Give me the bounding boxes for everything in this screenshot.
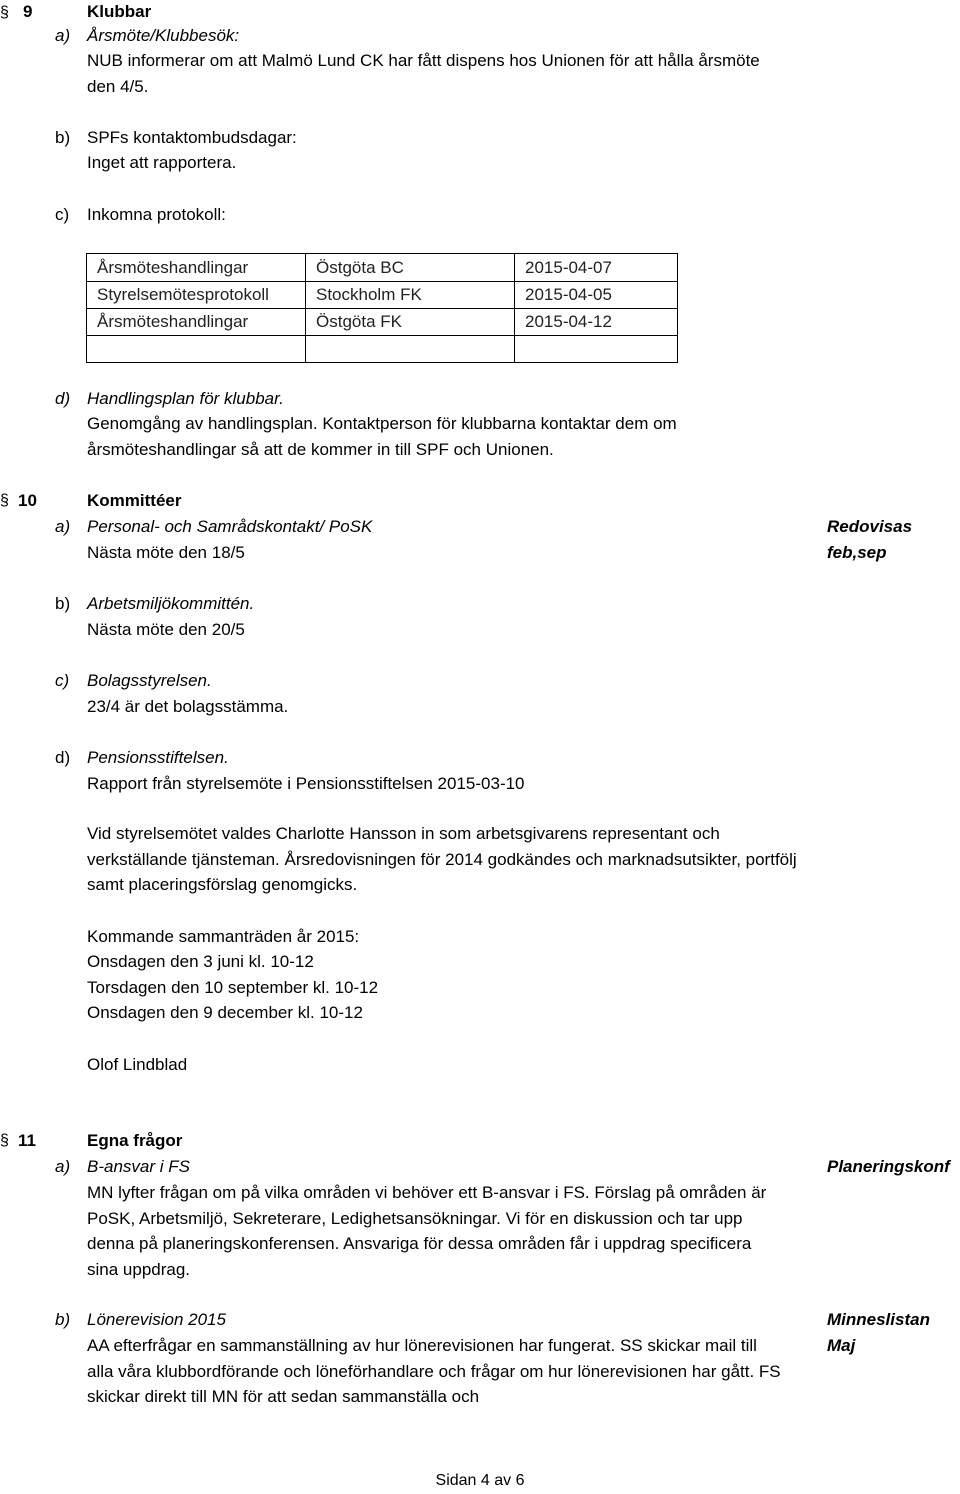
item-10c-body: 23/4 är det bolagsstämma. bbox=[87, 697, 289, 716]
item-10c-label: c) bbox=[55, 671, 70, 690]
meeting-item: Torsdagen den 10 september kl. 10-12 bbox=[87, 978, 379, 997]
meeting-item: Onsdagen den 3 juni kl. 10-12 bbox=[87, 952, 314, 971]
item-11a-label: a) bbox=[55, 1157, 71, 1176]
signature: Olof Lindblad bbox=[87, 1055, 188, 1074]
item-10b-body: Nästa möte den 20/5 bbox=[87, 620, 245, 639]
meetings-heading: Kommande sammanträden år 2015: bbox=[87, 927, 360, 946]
table-cell bbox=[515, 336, 678, 363]
table-row bbox=[87, 336, 678, 363]
item-10a-side-1: Redovisas bbox=[827, 517, 913, 536]
item-10d-heading: Pensionsstiftelsen. bbox=[87, 748, 229, 767]
item-9c-label: c) bbox=[55, 205, 70, 224]
section-11-title: Egna frågor bbox=[87, 1131, 183, 1150]
table-row bbox=[87, 254, 678, 282]
table-row bbox=[87, 282, 678, 309]
protocol-table bbox=[86, 253, 678, 363]
table-row bbox=[87, 309, 678, 336]
table-cell bbox=[306, 336, 515, 363]
table-cell: Stockholm FK bbox=[306, 282, 515, 309]
item-9b-heading: SPFs kontaktombudsdagar: bbox=[87, 128, 297, 147]
item-10a-heading: Personal- och Samrådskontakt/ PoSK bbox=[87, 517, 373, 536]
item-10b-heading: Arbetsmiljökommittén. bbox=[87, 594, 255, 613]
section-9-mark: § bbox=[0, 4, 9, 21]
table-cell: Årsmöteshandlingar bbox=[87, 309, 306, 336]
section-10-mark: § bbox=[0, 492, 9, 509]
table-cell: 2015-04-12 bbox=[515, 309, 678, 336]
table-cell: 2015-04-05 bbox=[515, 282, 678, 309]
section-11-number: 11 bbox=[18, 1131, 36, 1150]
table-cell: Styrelsemötesprotokoll bbox=[87, 282, 306, 309]
item-9a-heading: Årsmöte/Klubbesök: bbox=[87, 26, 240, 45]
item-10b-label: b) bbox=[55, 594, 71, 613]
item-10a-body: Nästa möte den 18/5 bbox=[87, 543, 245, 562]
item-9b-label: b) bbox=[55, 128, 71, 147]
item-10a-side-2: feb,sep bbox=[827, 543, 887, 562]
table-cell: Östgöta BC bbox=[306, 254, 515, 282]
item-11b-side-1: Minneslistan bbox=[827, 1310, 930, 1329]
section-9-title: Klubbar bbox=[87, 2, 152, 21]
item-9c-heading: Inkomna protokoll: bbox=[87, 205, 226, 224]
item-9b-body: Inget att rapportera. bbox=[87, 153, 237, 172]
item-11a-side: Planeringskonf bbox=[827, 1157, 950, 1176]
item-10c-heading: Bolagsstyrelsen. bbox=[87, 671, 212, 690]
item-11b-heading: Lönerevision 2015 bbox=[87, 1310, 226, 1329]
item-10d-label: d) bbox=[55, 748, 71, 767]
meeting-item: Onsdagen den 9 december kl. 10-12 bbox=[87, 1003, 363, 1022]
item-9d-body: Genomgång av handlingsplan. Kontaktperson för klubbarna kontaktar dem om årsmöteshandlingar så att de kommer in till SPF och Unionen. bbox=[87, 414, 677, 459]
item-10d-report: Rapport från styrelsemöte i Pensionsstiftelsen 2015-03-10 bbox=[87, 774, 525, 793]
section-9-number: 9 bbox=[23, 2, 33, 21]
item-11a-heading: B-ansvar i FS bbox=[87, 1157, 190, 1176]
item-9a-label: a) bbox=[55, 26, 71, 45]
section-10-number: 10 bbox=[18, 491, 37, 510]
section-11-mark: § bbox=[0, 1132, 9, 1149]
section-10-title: Kommittéer bbox=[87, 491, 182, 510]
item-10a-label: a) bbox=[55, 517, 71, 536]
table-cell: 2015-04-07 bbox=[515, 254, 678, 282]
table-cell: Östgöta FK bbox=[306, 309, 515, 336]
item-10d-paragraph: Vid styrelsemötet valdes Charlotte Hansson in som arbetsgivarens representant och verkställande tjänsteman. Årsredovisningen för 2014 godkändes och marknadsutsikter, portfölj samt placeringsförslag genomgicks. bbox=[87, 824, 797, 895]
page-footer: Sidan 4 av 6 bbox=[435, 1472, 525, 1489]
table-cell: Årsmöteshandlingar bbox=[87, 254, 306, 282]
item-11a-body: MN lyfter frågan om på vilka områden vi behöver ett B-ansvar i FS. Förslag på områden är PoSK, Arbetsmiljö, Sekreterare, Ledighetsansökningar. Vi för en diskussion och tar upp denna på planeringskonferensen. Ansvariga för dessa områden får i uppdrag specificera sina uppdrag. bbox=[87, 1183, 767, 1279]
item-9d-label: d) bbox=[55, 389, 71, 408]
item-9d-heading: Handlingsplan för klubbar. bbox=[87, 389, 284, 408]
item-9a-body: NUB informerar om att Malmö Lund CK har fått dispens hos Unionen för att hålla årsmöte den 4/5. bbox=[87, 51, 760, 96]
item-11b-label: b) bbox=[55, 1310, 71, 1329]
item-11b-body: AA efterfrågar en sammanställning av hur lönerevisionen har fungerat. SS skickar mail till alla våra klubbordförande och löneförhandlare och frågar om hur lönerevisionen har gått. FS skickar direkt till MN för att sedan sammanställa och bbox=[87, 1336, 781, 1407]
table-cell bbox=[87, 336, 306, 363]
item-11b-side-2: Maj bbox=[827, 1336, 856, 1355]
